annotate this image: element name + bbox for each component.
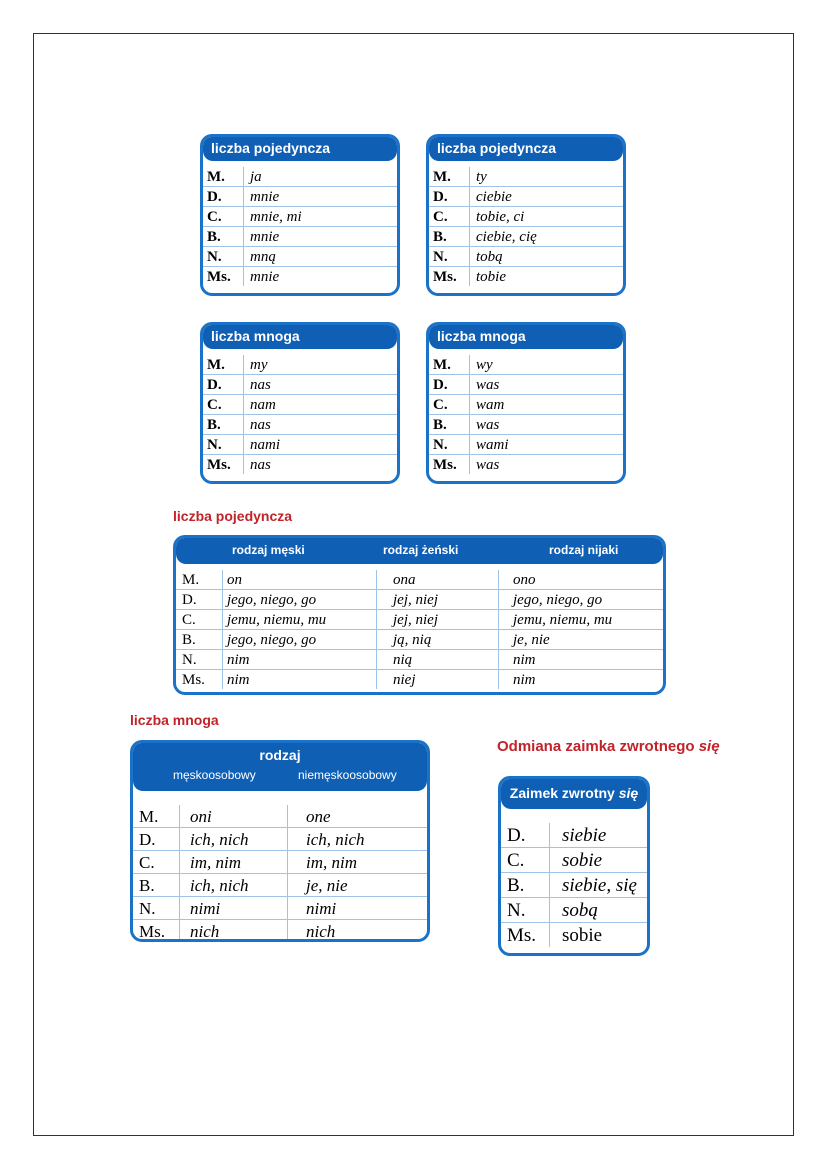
case-form: siebie: [550, 823, 648, 848]
case-label: B.: [133, 874, 180, 897]
table-row: [133, 874, 427, 897]
case-label: B.: [501, 873, 550, 898]
case-label: Ms.: [429, 455, 470, 475]
table-row: [501, 898, 647, 923]
case-label: N.: [133, 897, 180, 920]
box-title: liczba mnoga: [203, 325, 397, 349]
table-row: [203, 247, 397, 267]
case-form: wami: [470, 435, 624, 455]
case-form: wy: [470, 355, 624, 375]
table-row: [176, 650, 663, 670]
table-row: [203, 267, 397, 287]
case-form: was: [476, 456, 500, 473]
table-row: [176, 590, 663, 610]
form-non-masculine-personal: je, nie: [288, 874, 428, 897]
case-form: sobą: [550, 898, 648, 923]
table-row: [203, 455, 397, 475]
table-row: [429, 355, 623, 375]
form-masculine: on: [223, 570, 377, 590]
table-row: [133, 828, 427, 851]
table-row: [429, 415, 623, 435]
case-label: C.: [429, 207, 470, 227]
declension-table: [429, 355, 623, 474]
case-form: my: [244, 355, 398, 375]
case-form: nas: [244, 375, 398, 395]
table-row: [176, 610, 663, 630]
form-non-masculine-personal: nimi: [288, 897, 428, 920]
reflexive-title: [497, 738, 720, 755]
third-singular-title: liczba pojedyncza: [173, 508, 293, 524]
case-form: mną: [244, 247, 398, 267]
case-label: D.: [501, 823, 550, 848]
table-row: [429, 455, 623, 475]
case-form: mnie: [244, 227, 398, 247]
form-feminine: niej: [377, 670, 499, 690]
gender-header: [133, 743, 427, 791]
case-label: D.: [429, 187, 470, 207]
case-form: ty: [470, 167, 624, 187]
case-label: Ms.: [176, 670, 223, 690]
form-neuter: je, nie: [499, 630, 664, 650]
third-person-plural-box: [130, 740, 430, 942]
table-row: [501, 848, 647, 873]
case-label: M.: [429, 355, 470, 375]
case-form: was: [470, 415, 624, 435]
case-label: N.: [501, 898, 550, 923]
case-label: M.: [203, 355, 244, 375]
first-person-singular-box: [200, 134, 400, 296]
declension-table: [203, 167, 397, 286]
box-title: liczba pojedyncza: [429, 137, 623, 161]
first-person-plural-box: [200, 322, 400, 484]
case-label: B.: [203, 415, 244, 435]
header-non-masculine-personal: niemęskoosobowy: [298, 768, 397, 782]
case-label: B.: [203, 227, 244, 247]
form-masculine-personal: ich, nich: [180, 874, 288, 897]
reflexive-title-word: się: [698, 738, 720, 755]
form-feminine: jej, niej: [377, 610, 499, 630]
case-form: tobie: [476, 268, 506, 285]
form-masculine: jego, niego, go: [223, 630, 377, 650]
form-neuter: jego, niego, go: [499, 590, 664, 610]
case-form: tobą: [470, 247, 624, 267]
table-row: [429, 395, 623, 415]
table-row: [176, 570, 663, 590]
case-form: ciebie, cię: [470, 227, 624, 247]
table-row: [429, 227, 623, 247]
table-row: [501, 873, 647, 898]
case-form: sobie: [562, 924, 603, 946]
case-label: B.: [429, 227, 470, 247]
case-label: Ms.: [203, 455, 244, 475]
header-masculine: rodzaj męski: [232, 543, 305, 557]
form-non-masculine-personal: ich, nich: [288, 828, 428, 851]
case-label: D.: [203, 187, 244, 207]
second-person-plural-box: [426, 322, 626, 484]
form-masculine-personal: oni: [180, 805, 288, 828]
table-row: [429, 267, 623, 287]
table-row: [429, 375, 623, 395]
case-form: sobie: [550, 848, 648, 873]
table-row: [203, 395, 397, 415]
table-row: [203, 207, 397, 227]
declension-table: [429, 167, 623, 286]
form-masculine: jego, niego, go: [223, 590, 377, 610]
case-label: N.: [203, 435, 244, 455]
case-label: N.: [203, 247, 244, 267]
case-label: Ms.: [203, 267, 244, 287]
form-masculine-personal: nimi: [180, 897, 288, 920]
case-label: C.: [501, 848, 550, 873]
case-label: M.: [133, 805, 180, 828]
declension-table: [176, 570, 663, 689]
form-feminine: ona: [377, 570, 499, 590]
form-neuter: nim: [499, 650, 664, 670]
reflexive-title-text: Odmiana zaimka zwrotnego: [497, 738, 699, 755]
second-person-singular-box: [426, 134, 626, 296]
form-neuter: jemu, niemu, mu: [499, 610, 664, 630]
case-label: C.: [203, 207, 244, 227]
case-label: N.: [429, 247, 470, 267]
form-non-masculine-personal: nich: [306, 921, 336, 941]
table-row: [203, 355, 397, 375]
table-row: [133, 897, 427, 920]
table-row: [501, 823, 647, 848]
form-non-masculine-personal: one: [288, 805, 428, 828]
case-label: D.: [176, 590, 223, 610]
case-label: N.: [176, 650, 223, 670]
header-gender: rodzaj: [259, 747, 301, 763]
form-masculine: nim: [223, 650, 377, 670]
case-label: B.: [429, 415, 470, 435]
third-plural-title: liczba mnoga: [130, 712, 219, 728]
case-form: nas: [250, 456, 271, 473]
table-row: [176, 670, 663, 690]
case-form: was: [470, 375, 624, 395]
table-row: [133, 805, 427, 828]
table-row: [203, 187, 397, 207]
case-form: ja: [244, 167, 398, 187]
case-label: Ms.: [133, 920, 180, 943]
header-feminine: rodzaj żeński: [383, 543, 459, 557]
form-masculine-personal: ich, nich: [180, 828, 288, 851]
reflexive-box: [498, 776, 650, 956]
form-feminine: nią: [377, 650, 499, 670]
case-form: mnie: [250, 268, 280, 285]
table-row: [133, 851, 427, 874]
case-label: N.: [429, 435, 470, 455]
declension-table: [501, 823, 647, 947]
table-row: [429, 207, 623, 227]
table-row: [203, 375, 397, 395]
case-form: wam: [470, 395, 624, 415]
form-neuter: nim: [513, 671, 536, 688]
case-label: D.: [429, 375, 470, 395]
case-label: D.: [203, 375, 244, 395]
reflexive-box-title: [501, 779, 647, 809]
reflexive-box-title-word: się: [618, 785, 639, 801]
table-row: [203, 227, 397, 247]
table-row: [501, 923, 647, 948]
case-label: C.: [176, 610, 223, 630]
case-label: M.: [203, 167, 244, 187]
case-label: Ms.: [501, 923, 550, 948]
case-label: D.: [133, 828, 180, 851]
form-masculine: nim: [223, 670, 377, 690]
case-form: mnie: [244, 187, 398, 207]
table-row: [176, 630, 663, 650]
case-form: nas: [244, 415, 398, 435]
table-row: [429, 435, 623, 455]
table-row: [203, 435, 397, 455]
table-row: [429, 167, 623, 187]
form-non-masculine-personal: im, nim: [288, 851, 428, 874]
box-title: liczba mnoga: [429, 325, 623, 349]
form-masculine-personal: nich: [180, 920, 288, 943]
case-label: C.: [203, 395, 244, 415]
case-form: mnie, mi: [244, 207, 398, 227]
gender-header: [176, 538, 663, 564]
form-masculine: jemu, niemu, mu: [223, 610, 377, 630]
reflexive-box-title-text: Zaimek zwrotny: [509, 785, 619, 801]
case-form: tobie, ci: [470, 207, 624, 227]
table-row: [133, 920, 427, 943]
header-masculine-personal: męskoosobowy: [173, 768, 256, 782]
case-form: ciebie: [470, 187, 624, 207]
header-neuter: rodzaj nijaki: [549, 543, 619, 557]
case-form: siebie, się: [550, 873, 648, 898]
case-label: M.: [176, 570, 223, 590]
form-feminine: ją, nią: [377, 630, 499, 650]
case-label: M.: [429, 167, 470, 187]
table-row: [203, 415, 397, 435]
form-neuter: ono: [499, 570, 664, 590]
form-masculine-personal: im, nim: [180, 851, 288, 874]
box-title: liczba pojedyncza: [203, 137, 397, 161]
case-form: nami: [244, 435, 398, 455]
case-label: Ms.: [429, 267, 470, 287]
case-label: C.: [429, 395, 470, 415]
table-row: [203, 167, 397, 187]
form-feminine: jej, niej: [377, 590, 499, 610]
declension-table: [133, 805, 427, 942]
table-row: [429, 247, 623, 267]
case-form: nam: [244, 395, 398, 415]
third-person-singular-box: [173, 535, 666, 695]
declension-table: [203, 355, 397, 474]
case-label: C.: [133, 851, 180, 874]
table-row: [429, 187, 623, 207]
case-label: B.: [176, 630, 223, 650]
